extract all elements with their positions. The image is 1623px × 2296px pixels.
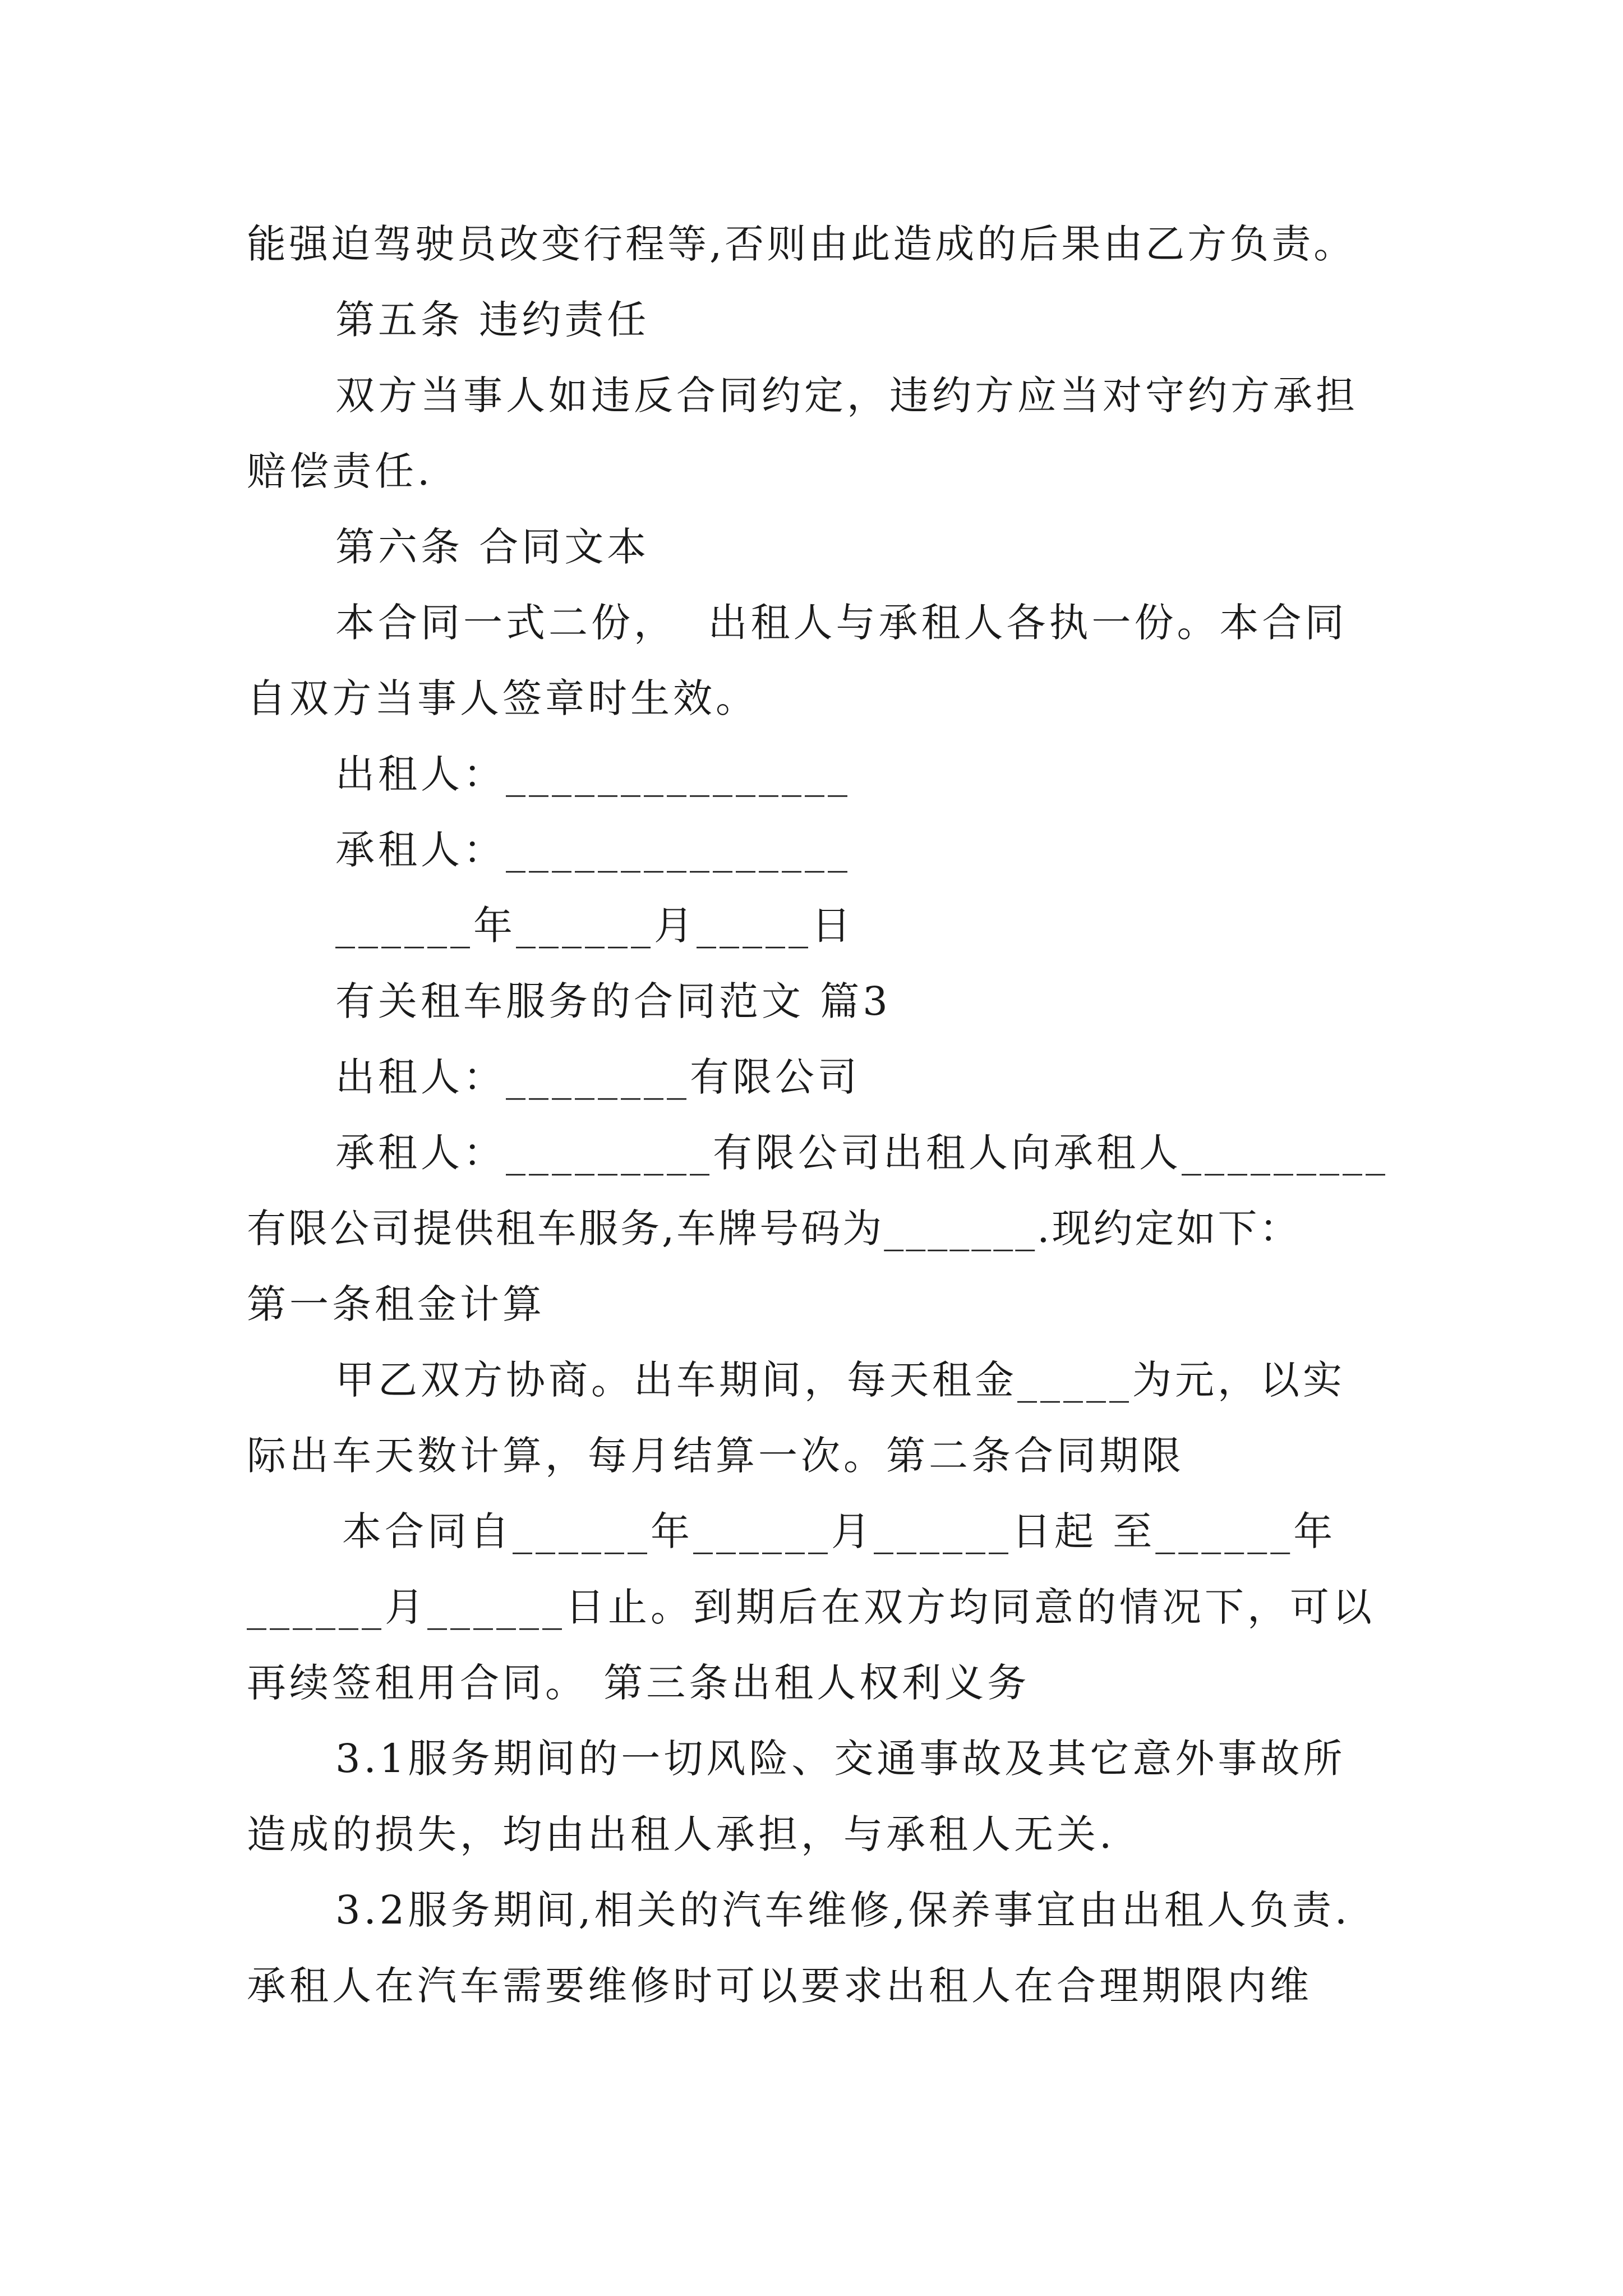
text-line: 造成的损失，均由出租人承担，与承租人无关. bbox=[247, 1811, 1115, 1857]
text-line: 甲乙双方协商。出车期间，每天租金_____为元，以实 bbox=[335, 1357, 1345, 1403]
signature-lessee: 承租人：_______________ bbox=[335, 827, 851, 873]
signature-date: ______年______月_____日 bbox=[335, 903, 854, 949]
text-line: 再续签租用合同。 第三条出租人权利义务 bbox=[247, 1660, 1030, 1706]
text-line: 自双方当事人签章时生效。 bbox=[247, 675, 758, 721]
text-line: 承租人在汽车需要维修时可以要求出租人在合理期限内维 bbox=[247, 1963, 1312, 2009]
text-line: 赔偿责任. bbox=[247, 448, 434, 494]
article-heading: 第六条 合同文本 bbox=[335, 524, 650, 570]
text-line: 双方当事人如违反合同约定，违约方应当对守约方承担 bbox=[335, 372, 1358, 418]
article-heading: 第五条 违约责任 bbox=[335, 297, 650, 343]
text-line: 际出车天数计算，每月结算一次。第二条合同期限 bbox=[247, 1433, 1184, 1479]
text-line: 能强迫驾驶员改变行程等,否则由此造成的后果由乙方负责。 bbox=[247, 221, 1356, 267]
text-line: 本合同一式二份， 出租人与承租人各执一份。本合同 bbox=[335, 600, 1348, 646]
text-line: ______月______日止。到期后在双方均同意的情况下，可以 bbox=[247, 1584, 1375, 1630]
article-heading: 第一条租金计算 bbox=[247, 1281, 545, 1327]
text-line: 3.1服务期间的一切风险、交通事故及其它意外事故所 bbox=[335, 1736, 1346, 1782]
lessor-line: 出租人：________有限公司 bbox=[335, 1054, 860, 1100]
signature-lessor: 出租人：_______________ bbox=[335, 751, 851, 797]
text-line: 3.2服务期间,相关的汽车维修,保养事宜由出租人负责. bbox=[335, 1887, 1351, 1933]
text-line: 本合同自______年______月______日起 至______年 bbox=[342, 1508, 1336, 1554]
section-title: 有关租车服务的合同范文 篇3 bbox=[335, 978, 891, 1024]
lessee-line: 承租人：_________有限公司出租人向承租人_________ bbox=[335, 1130, 1389, 1176]
text-line: 有限公司提供租车服务,车牌号码为_______.现约定如下： bbox=[247, 1205, 1301, 1251]
